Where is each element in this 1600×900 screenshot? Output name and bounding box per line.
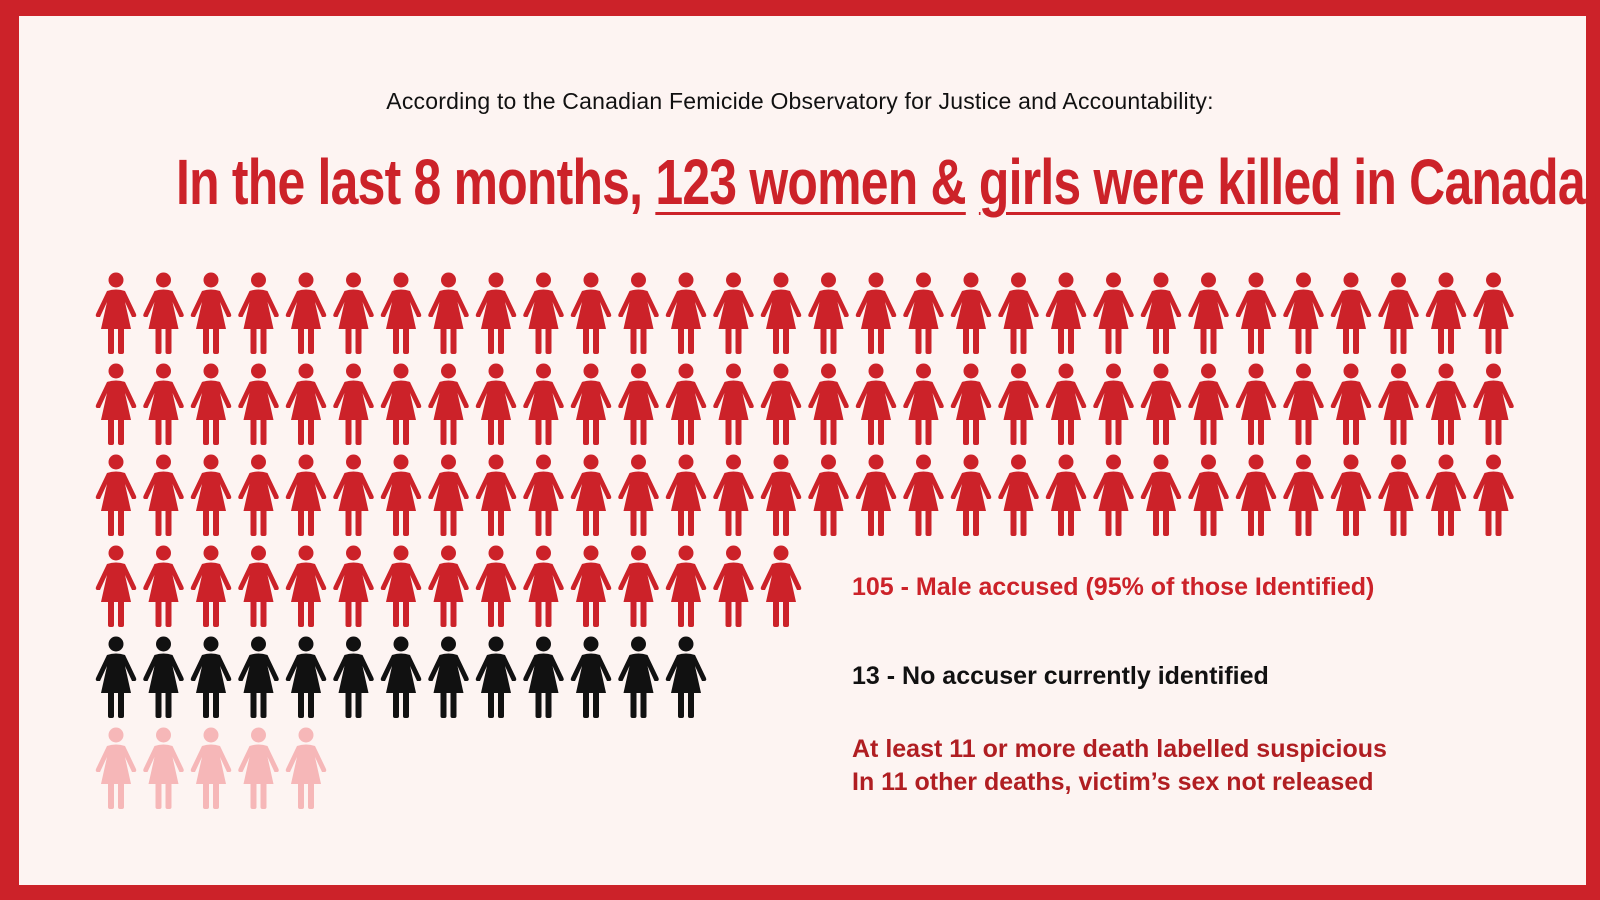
female-figure-icon xyxy=(238,637,279,719)
female-figure-icon xyxy=(523,364,564,446)
female-figure-icon xyxy=(1236,273,1277,355)
female-figure-icon xyxy=(381,637,422,719)
female-figure-icon xyxy=(238,728,279,810)
female-figure-icon xyxy=(666,637,707,719)
female-figure-icon xyxy=(1046,455,1087,537)
female-figure-icon xyxy=(428,273,469,355)
female-figure-icon xyxy=(1331,273,1372,355)
female-figure-icon xyxy=(96,546,137,628)
female-figure-icon xyxy=(476,273,517,355)
female-figure-icon xyxy=(1141,455,1182,537)
female-figure-icon xyxy=(998,273,1039,355)
female-figure-icon xyxy=(1236,455,1277,537)
female-figure-icon xyxy=(1236,364,1277,446)
female-figure-icon xyxy=(1426,455,1467,537)
female-figure-icon xyxy=(571,546,612,628)
female-figure-icon xyxy=(1331,364,1372,446)
female-figure-icon xyxy=(1188,364,1229,446)
female-figure-icon xyxy=(523,273,564,355)
female-figure-icon xyxy=(238,364,279,446)
female-figure-icon xyxy=(1283,364,1324,446)
female-figure-icon xyxy=(761,546,802,628)
female-figure-icon xyxy=(1093,273,1134,355)
female-figure-icon xyxy=(96,273,137,355)
female-figure-icon xyxy=(333,455,374,537)
female-figure-icon xyxy=(428,364,469,446)
female-figure-icon xyxy=(761,364,802,446)
source-line: According to the Canadian Femicide Observatory for Justice and Accountability: xyxy=(386,88,1214,114)
female-figure-icon xyxy=(96,637,137,719)
female-figure-icon xyxy=(1046,364,1087,446)
female-figure-icon xyxy=(1331,455,1372,537)
female-figure-icon xyxy=(143,273,184,355)
female-figure-icon xyxy=(523,546,564,628)
female-figure-icon xyxy=(333,364,374,446)
female-figure-icon xyxy=(1378,455,1419,537)
female-figure-icon xyxy=(666,273,707,355)
female-figure-icon xyxy=(333,637,374,719)
female-figure-icon xyxy=(286,637,327,719)
female-figure-icon xyxy=(1473,364,1514,446)
female-figure-icon xyxy=(333,546,374,628)
female-figure-icon xyxy=(713,546,754,628)
female-figure-icon xyxy=(191,455,232,537)
female-figure-icon xyxy=(1426,273,1467,355)
headline-part1: In the last 8 months, xyxy=(176,146,656,218)
legend-other-line2: In 11 other deaths, victim’s sex not released xyxy=(852,767,1374,796)
female-figure-icon xyxy=(1141,273,1182,355)
female-figure-icon xyxy=(1378,273,1419,355)
female-figure-icon xyxy=(618,273,659,355)
female-figure-icon xyxy=(1046,273,1087,355)
female-figure-icon xyxy=(96,455,137,537)
female-figure-icon xyxy=(191,364,232,446)
female-figure-icon xyxy=(286,546,327,628)
female-figure-icon xyxy=(286,455,327,537)
female-figure-icon xyxy=(713,273,754,355)
female-figure-icon xyxy=(238,455,279,537)
female-figure-icon xyxy=(143,455,184,537)
headline-underlined-2: girls were killed xyxy=(978,146,1341,218)
female-figure-icon xyxy=(238,273,279,355)
female-figure-icon xyxy=(523,637,564,719)
female-figure-icon xyxy=(428,637,469,719)
female-figure-icon xyxy=(191,728,232,810)
female-figure-icon xyxy=(903,364,944,446)
female-figure-icon xyxy=(476,364,517,446)
legend-male-accused: 105 - Male accused (95% of those Identified) xyxy=(852,573,1375,601)
female-figure-icon xyxy=(808,273,849,355)
legend-no-accuser: 13 - No accuser currently identified xyxy=(852,662,1269,690)
female-figure-icon xyxy=(856,364,897,446)
female-figure-icon xyxy=(1141,364,1182,446)
female-figure-icon xyxy=(143,546,184,628)
female-figure-icon xyxy=(238,546,279,628)
female-figure-icon xyxy=(1378,364,1419,446)
female-figure-icon xyxy=(571,273,612,355)
female-figure-icon xyxy=(286,273,327,355)
female-figure-icon xyxy=(856,455,897,537)
female-figure-icon xyxy=(381,364,422,446)
female-figure-icon xyxy=(1093,364,1134,446)
female-figure-icon xyxy=(903,273,944,355)
female-figure-icon xyxy=(761,455,802,537)
female-figure-icon xyxy=(1473,273,1514,355)
female-figure-icon xyxy=(1188,455,1229,537)
female-figure-icon xyxy=(951,364,992,446)
female-figure-icon xyxy=(618,546,659,628)
legend-other xyxy=(852,733,1387,798)
female-figure-icon xyxy=(1283,455,1324,537)
legend-other-line1: At least 11 or more death labelled suspicious xyxy=(852,735,1387,763)
female-figure-icon xyxy=(143,728,184,810)
female-figure-icon xyxy=(428,455,469,537)
female-figure-icon xyxy=(476,546,517,628)
female-figure-icon xyxy=(476,637,517,719)
female-figure-icon xyxy=(1473,455,1514,537)
female-figure-icon xyxy=(191,546,232,628)
female-figure-icon xyxy=(998,455,1039,537)
female-figure-icon xyxy=(998,364,1039,446)
female-figure-icon xyxy=(571,637,612,719)
female-figure-icon xyxy=(666,546,707,628)
female-figure-icon xyxy=(381,546,422,628)
female-figure-icon xyxy=(666,455,707,537)
female-figure-icon xyxy=(1426,364,1467,446)
female-figure-icon xyxy=(143,364,184,446)
female-figure-icon xyxy=(96,364,137,446)
female-figure-icon xyxy=(903,455,944,537)
female-figure-icon xyxy=(618,455,659,537)
female-figure-icon xyxy=(191,637,232,719)
female-figure-icon xyxy=(381,273,422,355)
female-figure-icon xyxy=(571,455,612,537)
female-figure-icon xyxy=(856,273,897,355)
female-figure-icon xyxy=(808,364,849,446)
female-figure-icon xyxy=(808,455,849,537)
headline-underlined-1: 123 women & xyxy=(655,146,966,218)
female-figure-icon xyxy=(96,728,137,810)
female-figure-icon xyxy=(523,455,564,537)
female-figure-icon xyxy=(1283,273,1324,355)
female-figure-icon xyxy=(666,364,707,446)
female-figure-icon xyxy=(333,273,374,355)
female-figure-icon xyxy=(761,273,802,355)
headline-part2: in Canada. xyxy=(1340,146,1598,218)
female-figure-icon xyxy=(618,364,659,446)
female-figure-icon xyxy=(1188,273,1229,355)
female-figure-icon xyxy=(428,546,469,628)
female-figure-icon xyxy=(713,364,754,446)
female-figure-icon xyxy=(571,364,612,446)
female-figure-icon xyxy=(381,455,422,537)
female-figure-icon xyxy=(286,728,327,810)
female-figure-icon xyxy=(713,455,754,537)
female-figure-icon xyxy=(476,455,517,537)
female-figure-icon xyxy=(286,364,327,446)
female-figure-icon xyxy=(951,273,992,355)
female-figure-icon xyxy=(618,637,659,719)
female-figure-icon xyxy=(951,455,992,537)
female-figure-icon xyxy=(143,637,184,719)
female-figure-icon xyxy=(191,273,232,355)
female-figure-icon xyxy=(1093,455,1134,537)
